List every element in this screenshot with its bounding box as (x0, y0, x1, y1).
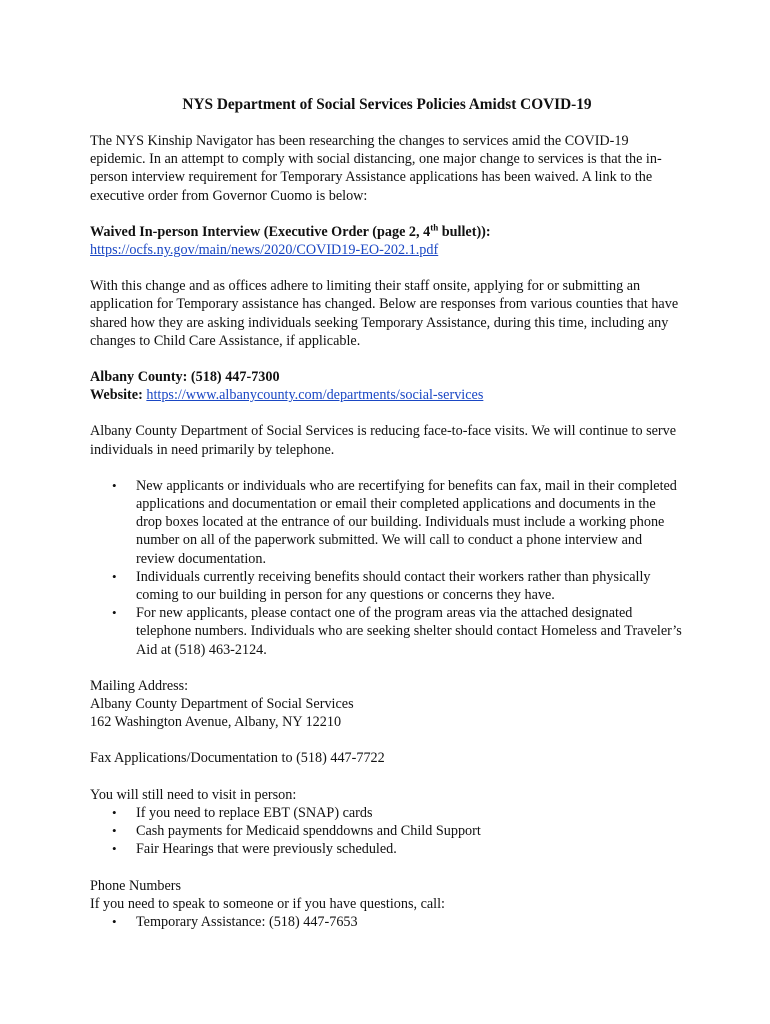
in-person-label: You will still need to visit in person: (90, 786, 297, 803)
list-item: • Individuals currently receiving benefits should contact their workers rather than physically coming to our building in person for any questions or concerns they have. (90, 568, 684, 604)
executive-order-link[interactable]: https://ocfs.ny.gov/main/news/2020/COVID19-EO-202.1.pdf (90, 242, 439, 259)
mailing-label: Mailing Address: (90, 677, 189, 694)
albany-summary: Albany County Department of Social Services is reducing face-to-face visits. We will continue to serve individuals in need primarily by telephone. (90, 423, 677, 458)
change-paragraph: With this change and as offices adhere to limiting their staff onsite, applying for or submitting an application for Temporary assistance has changed. Below are responses from various counties that have shared how they are asking individuals seeking Temporary Assistance, during this time, including any changes to Child Care Assistance, if applicable. (90, 278, 679, 349)
phone-heading: Phone Numbers (90, 877, 182, 894)
albany-contact (90, 368, 684, 404)
document-title: NYS Department of Social Services Policies Amidst COVID-19 (182, 96, 592, 113)
intro-paragraph: The NYS Kinship Navigator has been researching the changes to services amid the COVID-19 epidemic. In an attempt to comply with social distancing, one major change to services is that the in-person interview requirement for Temporary Assistance applications has been waived. A link to the executive order from Governor Cuomo is below: (90, 133, 662, 204)
waived-heading-tail: bullet)): (438, 223, 491, 240)
mailing-address (90, 677, 684, 732)
phone-intro: If you need to speak to someone or if you have questions, call: (90, 895, 445, 912)
website-label: Website: (90, 387, 143, 404)
in-person-list (90, 804, 684, 859)
waived-heading (90, 224, 491, 240)
mailing-street: 162 Washington Avenue, Albany, NY 12210 (90, 714, 342, 731)
phone-section (90, 877, 684, 932)
waived-section (90, 223, 684, 259)
waived-heading-superscript: th (430, 222, 439, 233)
list-item: • If you need to replace EBT (SNAP) cards (90, 804, 684, 822)
mailing-name: Albany County Department of Social Services (90, 696, 354, 713)
in-person-section (90, 786, 684, 859)
albany-website-link[interactable]: https://www.albanycounty.com/departments/social-services (146, 387, 484, 404)
list-item: • New applicants or individuals who are recertifying for benefits can fax, mail in their completed applications and documentation or email their completed applications and documents in the drop boxes located at the entrance of our building. Individuals must include a working phone number on all of the paperwork submitted. We will call to conduct a phone interview and review documentation. (90, 477, 684, 568)
list-item: • For new applicants, please contact one of the program areas via the attached designated telephone numbers. Individuals who are seeking shelter should contact Homeless and Traveler’s Aid at (518) 463-2124. (90, 604, 684, 659)
list-item: • Temporary Assistance: (518) 447-7653 (90, 913, 684, 931)
list-item: • Cash payments for Medicaid spenddowns and Child Support (90, 822, 684, 840)
list-item: • Fair Hearings that were previously scheduled. (90, 840, 684, 858)
albany-heading: Albany County: (518) 447-7300 (90, 369, 280, 386)
waived-heading-text: Waived In-person Interview (Executive Order (page 2, 4 (90, 223, 431, 240)
fax-line: Fax Applications/Documentation to (518) 447-7722 (90, 750, 385, 767)
albany-bullet-list (90, 477, 684, 659)
phone-list (90, 913, 684, 931)
